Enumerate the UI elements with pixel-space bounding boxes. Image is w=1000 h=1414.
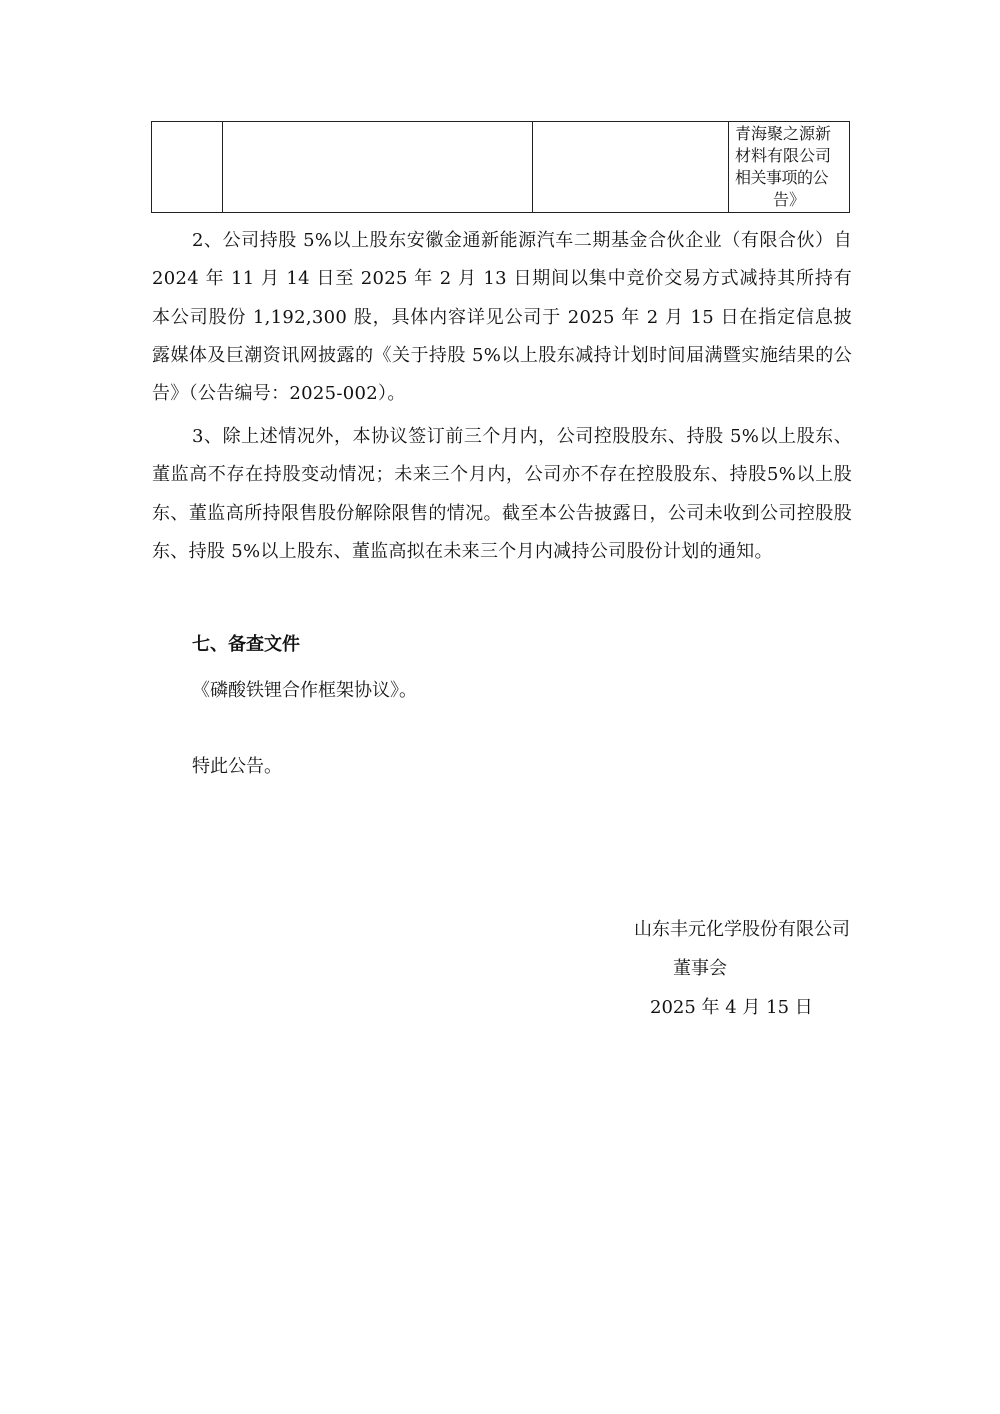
paragraph-shareholder-reduction: 2、公司持股 5%以上股东安徽金通新能源汽车二期基金合伙企业（有限合伙）自 2024 年 11 月 14 日至 2025 年 2 月 13 日期间以集中竞价交易方式减持其所持有本公司股份 1,192,300 股，具体内容详见公司于 2025 年 2 月 15 日在指定信息披露媒体及巨潮资讯网披露的《关于持股 5%以上股东减持计划时间届满暨实施结果的公告》（公告编号：2025-002）。 <box>152 230 852 405</box>
section-heading-reference-documents: 七、备查文件 <box>192 634 300 655</box>
paragraph-no-other-changes: 3、除上述情况外，本协议签订前三个月内，公司控股股东、持股 5%以上股东、董监高不存在持股变动情况；未来三个月内，公司亦不存在控股股东、持股5%以上股东、董监高所持限售股份解除限售的情况。截至本公告披露日，公司未收到公司控股股东、持股 5%以上股东、董监高拟在未来三个月内减持公司股份计划的通知。 <box>152 426 852 562</box>
shareholding-table <box>151 121 850 213</box>
table-cell-line: 告》 <box>772 190 805 209</box>
table-cell-date <box>533 122 729 213</box>
signature-date: 2025 年 4 月 15 日 <box>650 997 813 1018</box>
table-cell-content <box>223 122 533 213</box>
table-row <box>152 122 850 213</box>
closing-statement: 特此公告。 <box>192 756 282 777</box>
table-cell-line: 青海聚之源新 <box>735 124 832 143</box>
table-cell-index <box>152 122 223 213</box>
table-cell-announcement <box>729 122 850 213</box>
signature-company: 山东丰元化学股份有限公司 <box>634 919 850 940</box>
reference-document-item: 《磷酸铁锂合作框架协议》。 <box>192 680 417 701</box>
signature-board: 董事会 <box>673 958 727 979</box>
table-cell-line: 材料有限公司 <box>735 146 832 165</box>
table-cell-line: 相关事项的公 <box>735 168 829 187</box>
